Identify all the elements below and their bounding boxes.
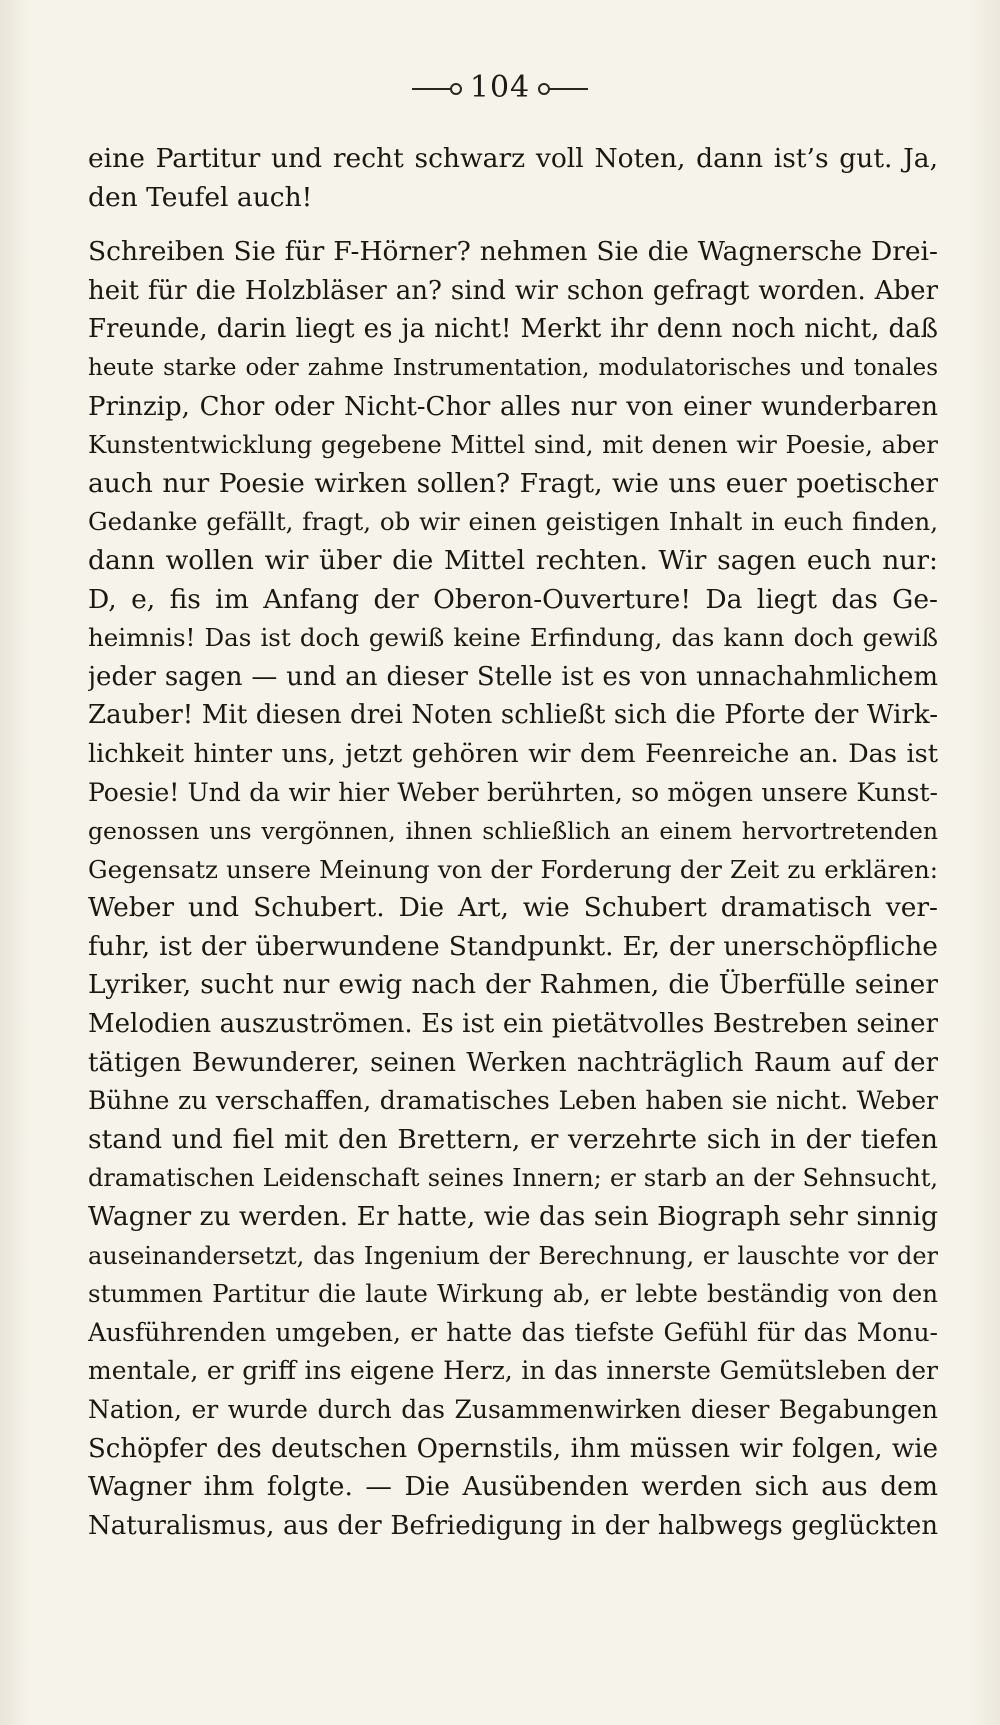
text-line: stummen Partitur die laute Wirkung ab, er lebte beständig von den [88,1279,938,1309]
text-line: Wagner zu werden. Er hatte, wie das sein Biograph sehr sinnig [88,1201,938,1233]
text-line: Bühne zu verschaffen, dramatisches Leben haben sie nicht. Weber [88,1086,938,1116]
right-ornament-icon [542,88,588,90]
text-line: Poesie! Und da wir hier Weber berührten, so mögen unsere Kunst- [88,777,938,807]
text-line: Freunde, darin liegt es ja nicht! Merkt ihr denn noch nicht, daß [88,314,938,345]
text-line: Wagner ihm folgte. — Die Ausübenden werden sich aus dem [88,1471,938,1503]
text-line: Kunstentwicklung gegebene Mittel sind, mit denen wir Poesie, aber [88,430,938,460]
text-line: D, e, fis im Anfang der Oberon-Ouverture! Da liegt das Ge- [88,583,938,615]
text-line: Gegensatz unsere Meinung von der Forderung der Zeit zu erklären: [88,854,938,884]
text-line: lichkeit hinter uns, jetzt gehören wir dem Feenreiche an. Das ist [88,738,938,769]
text-line: fuhr, ist der überwundene Standpunkt. Er, der unerschöpfliche [88,930,938,962]
text-line: stand und fiel mit den Brettern, er verzehrte sich in der tiefen [88,1123,938,1155]
text-line: heimnis! Das ist doch gewiß keine Erfindung, das kann doch gewiß [88,623,938,653]
page-number: 104 [469,70,531,105]
text-line: Schreiben Sie für F-Hörner? nehmen Sie die Wagnersche Drei- [88,236,938,268]
text-line: Zauber! Mit diesen drei Noten schließt sich die Pforte der Wirk- [88,700,938,731]
text-line: auseinandersetzt, das Ingenium der Berechnung, er lauschte vor der [88,1241,938,1270]
text-line: auch nur Poesie wirken sollen? Fragt, wie uns euer poetischer [88,467,938,499]
text-line: Ausführenden umgeben, er hatte das tiefste Gefühl für das Monu- [88,1317,938,1347]
text-line: eine Partitur und recht schwarz voll Noten, dann ist’s gut. Ja, [88,143,938,174]
text-line: mentale, er griff ins eigene Herz, in das innerste Gemütsleben der [88,1356,938,1386]
text-line: heute starke oder zahme Instrumentation, modulatorisches und tonales [88,354,938,381]
text-line: Weber und Schubert. Die Art, wie Schubert dramatisch ver- [88,892,938,924]
text-line: dramatischen Leidenschaft seines Innern; er starb an der Sehnsucht, [88,1164,938,1193]
text-line: jeder sagen — und an dieser Stelle ist es von unnachahmlichem [88,661,938,692]
text-line: heit für die Holzbläser an? sind wir schon gefragt worden. Aber [88,275,938,306]
text-line: dann wollen wir über die Mittel rechten. Wir sagen euch nur: [88,544,938,576]
page-header [0,70,1000,105]
left-ornament-icon [412,88,458,90]
text-line: Gedanke gefällt, fragt, ob wir einen geistigen Inhalt in euch finden, [88,507,938,537]
text-line: genossen uns vergönnen, ihnen schließlich an einem hervortretenden [88,817,938,846]
body-text [88,140,938,1545]
text-line: tätigen Bewunderer, seinen Werken nachträglich Raum auf der [88,1047,938,1078]
text-line: Lyriker, sucht nur ewig nach der Rahmen, die Überfülle seiner [88,969,938,1001]
text-line: Schöpfer des deutschen Opernstils, ihm müssen wir folgen, wie [88,1433,938,1464]
text-line: Prinzip, Chor oder Nicht-Chor alles nur von einer wunderbaren [88,391,938,422]
text-line: Naturalismus, aus der Befriedigung in der halbwegs geglückten [88,1510,938,1541]
text-line: Nation, er wurde durch das Zusammenwirken dieser Begabungen [88,1395,938,1424]
text-line: den Teufel auch! [88,181,313,213]
text-line: Melodien auszuströmen. Es ist ein pietätvolles Bestreben seiner [88,1009,938,1040]
